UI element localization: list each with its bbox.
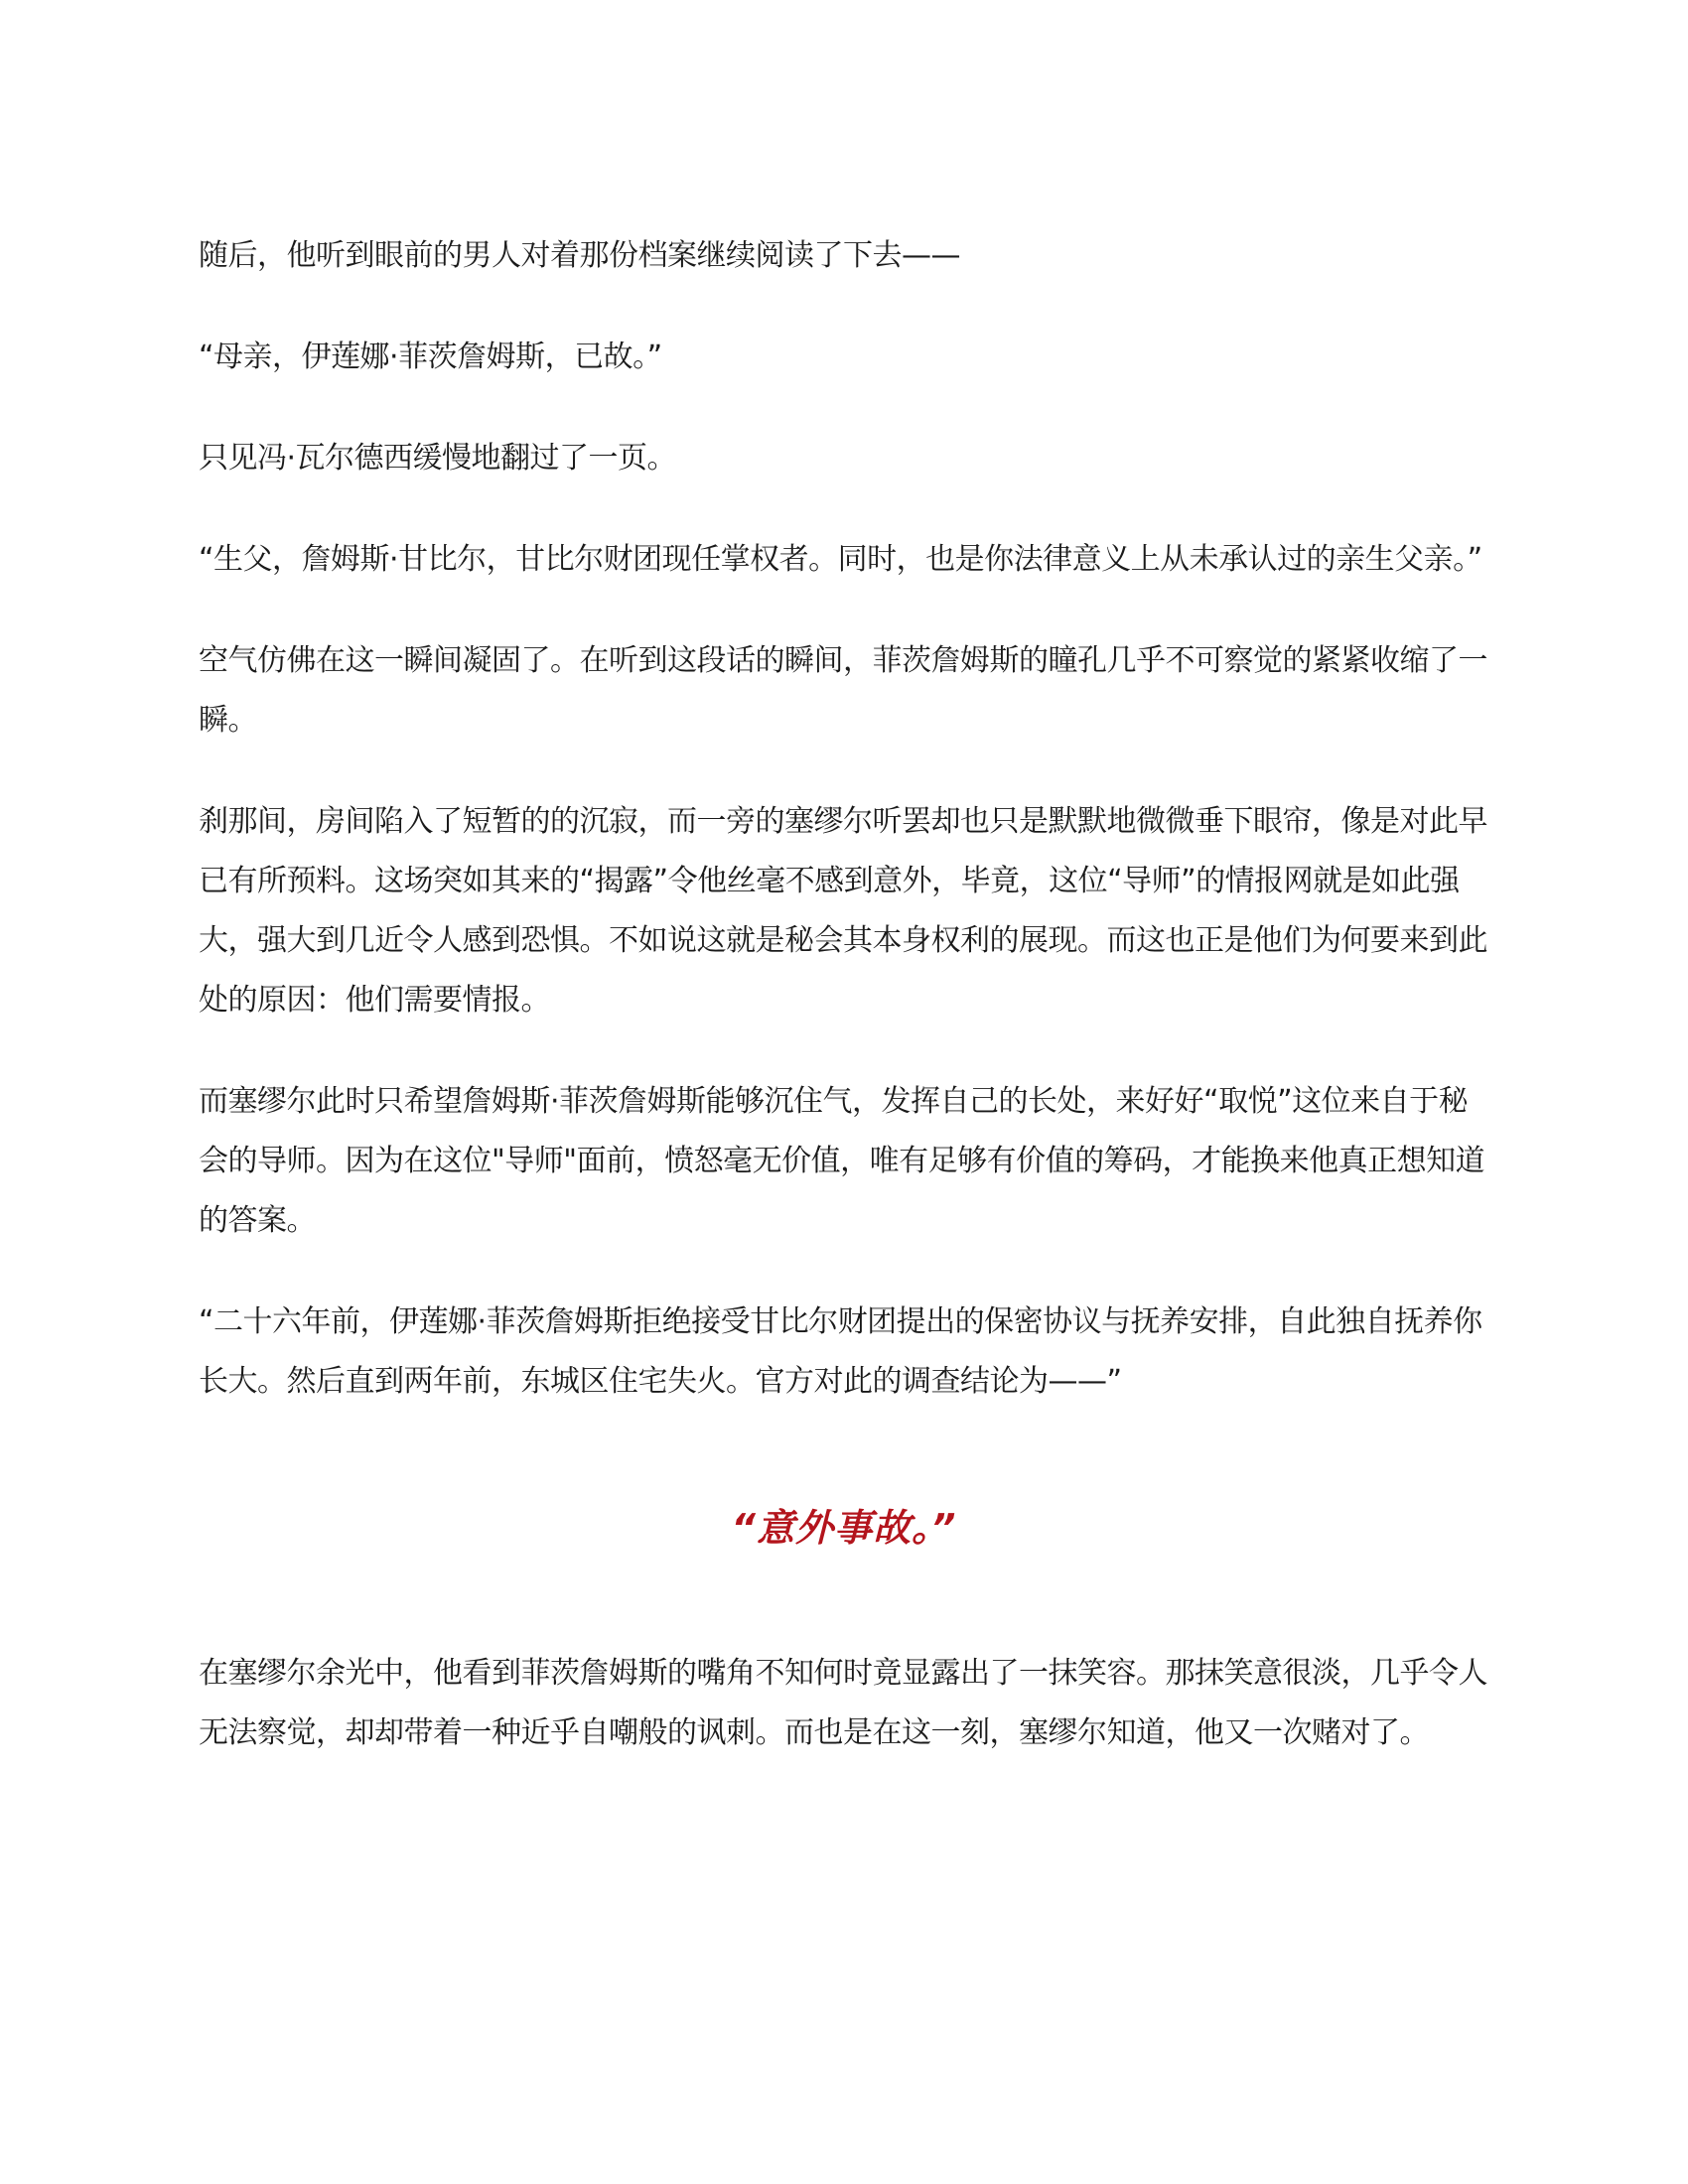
paragraph: “母亲，伊莲娜·菲茨詹姆斯，已故。” — [199, 340, 662, 374]
paragraph: 在塞缪尔余光中，他看到菲茨詹姆斯的嘴角不知何时竟显露出了一抹笑容。那抹笑意很淡，几乎令人无法察觉，却却带着一种近乎自嘲般的讽刺。而也是在这一刻，塞缪尔知道，他又一次赌对了。 — [199, 1656, 1487, 1750]
paragraph: 而塞缪尔此时只希望詹姆斯·菲茨詹姆斯能够沉住气，发挥自己的长处，来好好“取悦”这位来自于秘会的导师。因为在这位"导师"面前，愤怒毫无价值，唯有足够有价值的筹码，才能换来他真正想知道的答案。 — [199, 1084, 1485, 1238]
emphasis-block — [199, 1503, 1489, 1553]
paragraph: 空气仿佛在这一瞬间凝固了。在听到这段话的瞬间，菲茨詹姆斯的瞳孔几乎不可察觉的紧紧收缩了一瞬。 — [199, 643, 1487, 738]
paragraph: 随后，他听到眼前的男人对着那份档案继续阅读了下去—— — [199, 238, 960, 273]
paragraph: 刹那间，房间陷入了短暂的的沉寂，而一旁的塞缪尔听罢却也只是默默地微微垂下眼帘，像是对此早已有所预料。这场突如其来的“揭露”令他丝毫不感到意外，毕竟，这位“导师”的情报网就是如此强大，强大到几近令人感到恐惧。不如说这就是秘会其本身权利的展现。而这也正是他们为何要来到此处的原因：他们需要情报。 — [199, 804, 1487, 1018]
paragraph: “二十六年前，伊莲娜·菲茨詹姆斯拒绝接受甘比尔财团提出的保密协议与抚养安排，自此独自抚养你长大。然后直到两年前，东城区住宅失火。官方对此的调查结论为——” — [199, 1304, 1482, 1399]
document-page — [199, 226, 1489, 1805]
emphasis-quote: “意外事故。” — [731, 1506, 957, 1550]
paragraph: 只见冯·瓦尔德西缓慢地翻过了一页。 — [199, 441, 677, 476]
paragraph: “生父，詹姆斯·甘比尔，甘比尔财团现任掌权者。同时，也是你法律意义上从未承认过的亲生父亲。” — [199, 542, 1482, 577]
